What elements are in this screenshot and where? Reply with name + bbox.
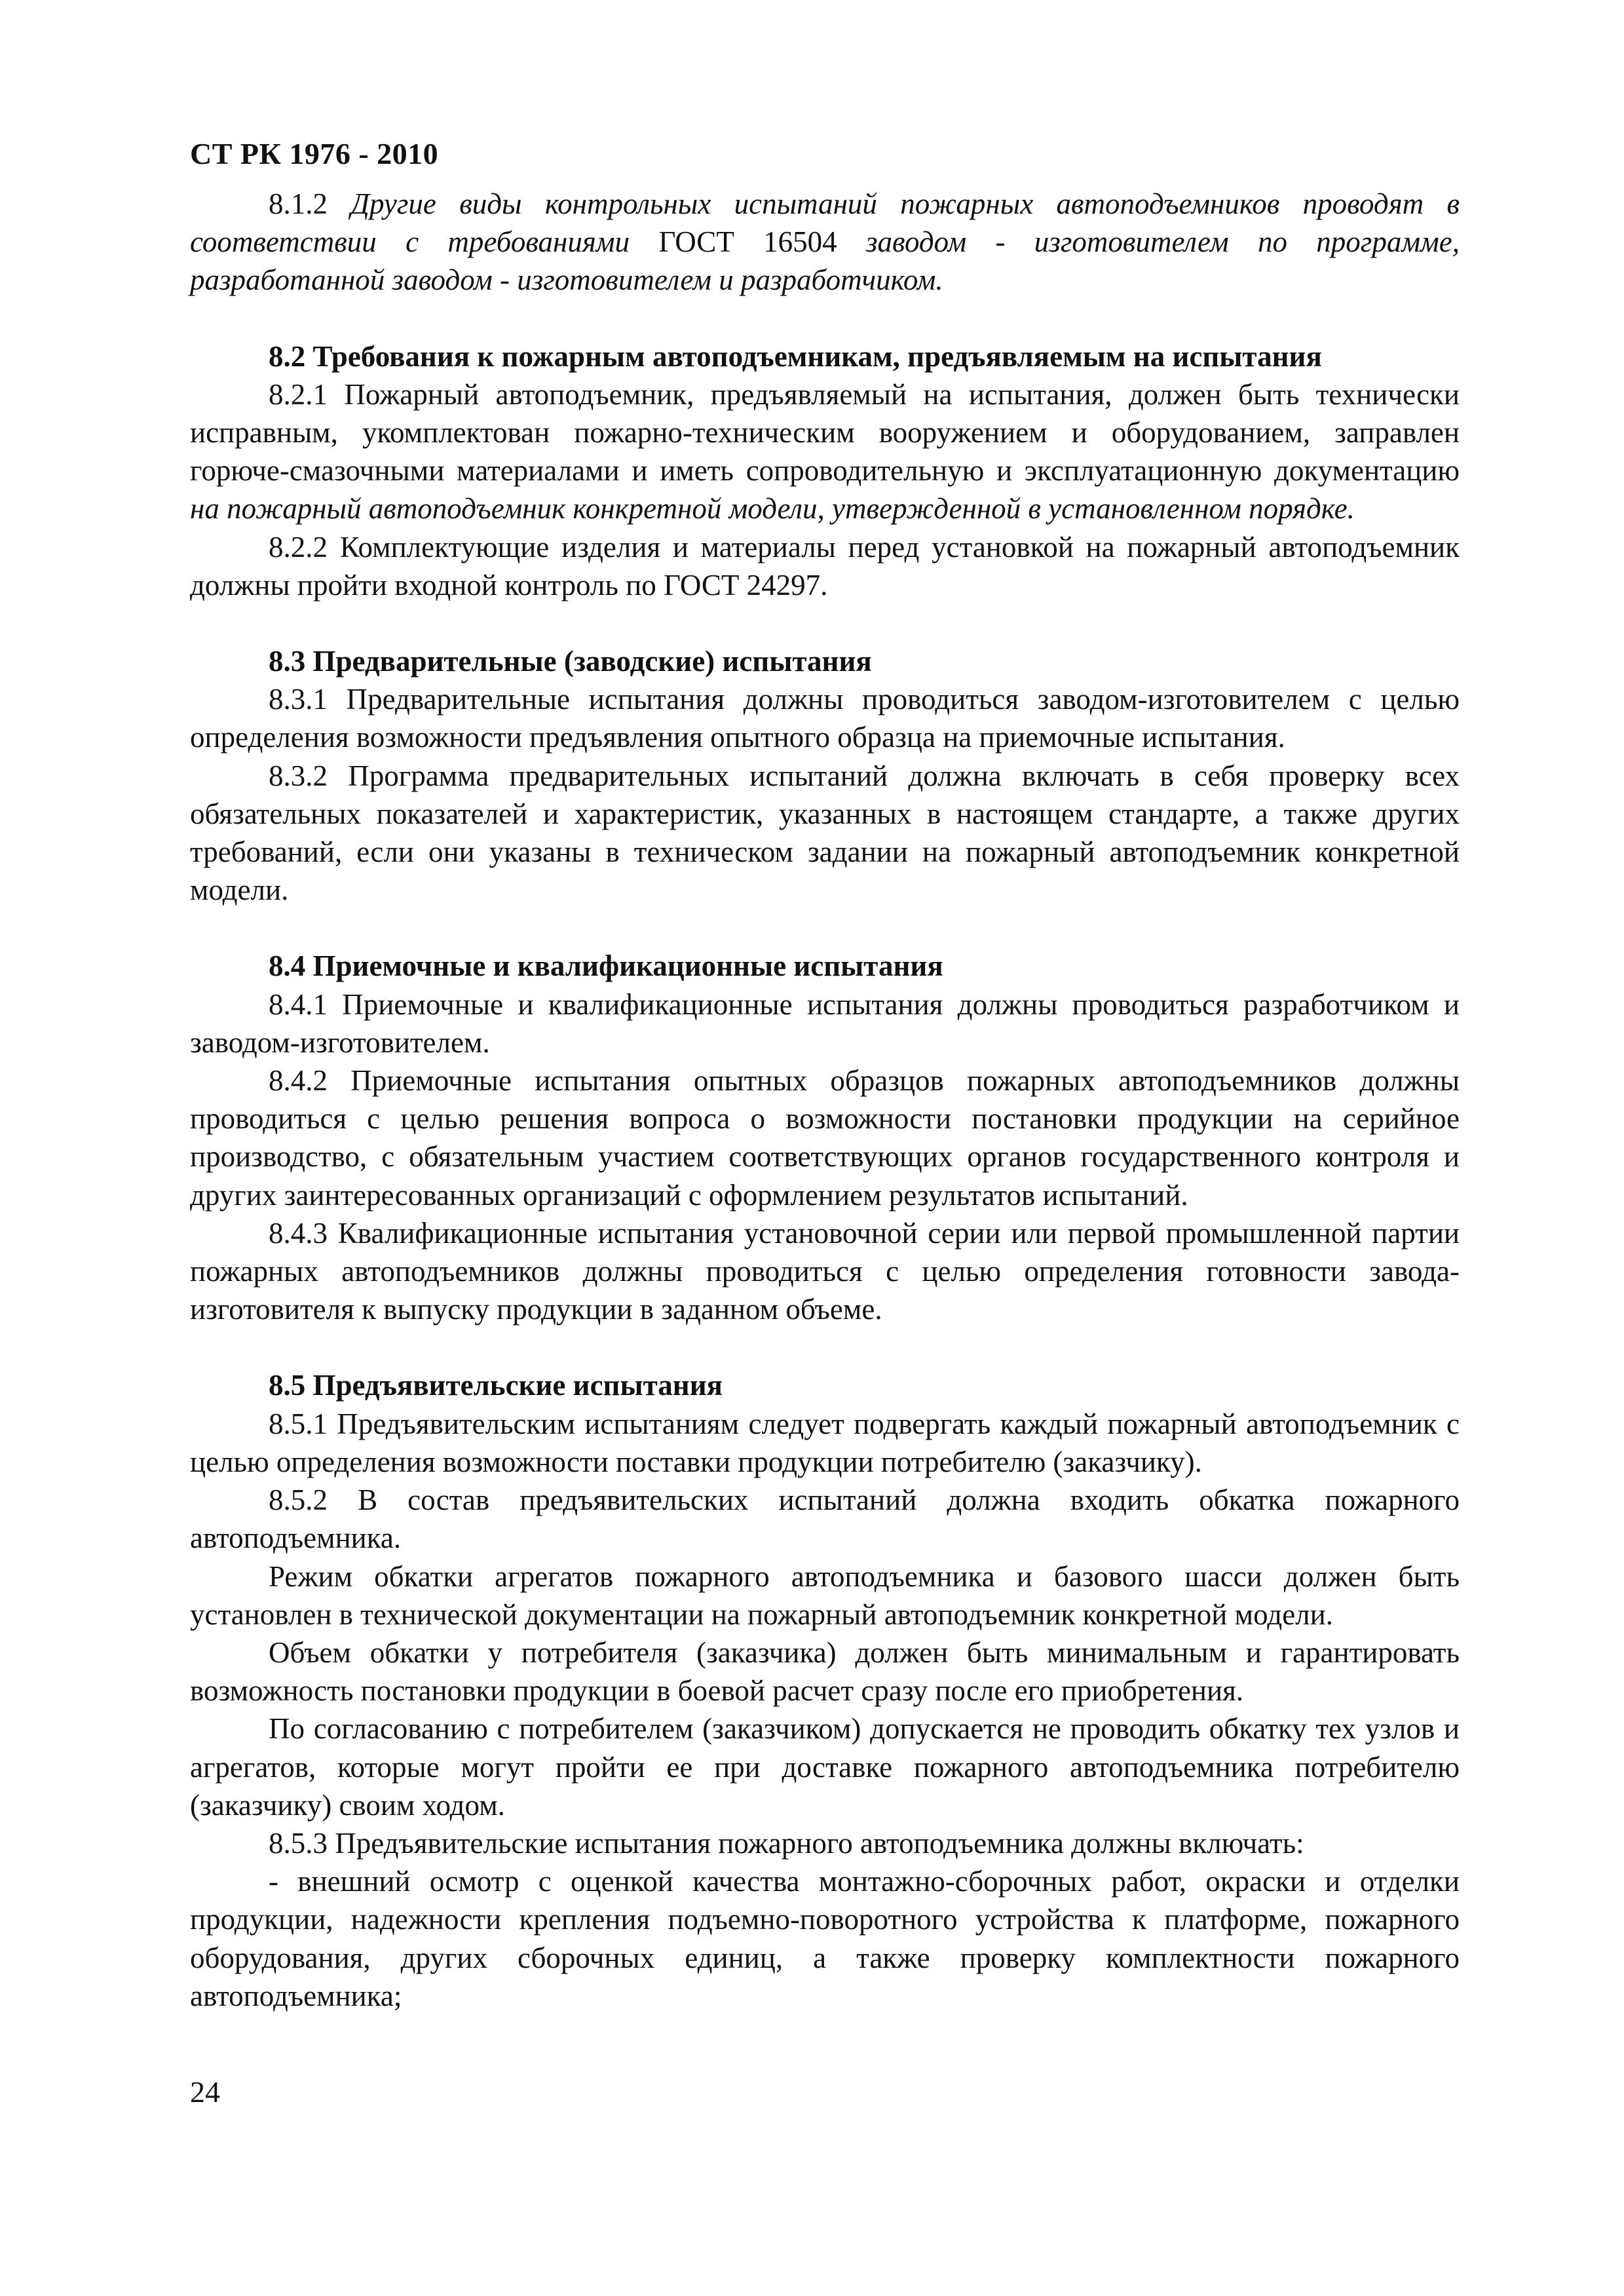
document-body (190, 185, 1460, 2015)
page-number: 24 (190, 2075, 220, 2109)
paragraph-8-4-2: 8.4.2 Приемочные испытания опытных образцов пожарных автоподъемников должны проводиться с целью решения вопроса о возможности постановки продукции на серийное производство, с обязательным участием соответствующих органов государственного контроля и других заинтересованных организаций с оформлением результатов испытаний. (190, 1064, 1460, 1212)
section-heading-8-3: 8.3 Предварительные (заводские) испытания (269, 645, 872, 678)
paragraph-run-in-volume: Объем обкатки у потребителя (заказчика) должен быть минимальным и гарантировать возможность постановки продукции в боевой расчет сразу после его приобретения. (190, 1636, 1460, 1708)
paragraph-8-2-2: 8.2.2 Комплектующие изделия и материалы перед установкой на пожарный автоподъемник должны пройти входной контроль по ГОСТ 24297. (190, 530, 1460, 602)
italic-text: заводом - изготовителем по программе, разработанной заводом - изготовителем и разработчиком. (190, 225, 1460, 297)
italic-text: Другие виды контрольных испытаний пожарных автоподъемников проводят в соответствии с требованиями (190, 187, 1460, 259)
paragraph-8-5-3: 8.5.3 Предъявительские испытания пожарного автоподъемника должны включать: (269, 1826, 1304, 1860)
list-item: - внешний осмотр с оценкой качества монтажно-сборочных работ, окраски и отделки продукции, надежности крепления подъемно-поворотного устройства к платформе, пожарного оборудования, других сборочных единиц, а также проверку комплектности пожарного автоподъемника; (190, 1865, 1460, 2012)
paragraph-run-in-mode: Режим обкатки агрегатов пожарного автоподъемника и базового шасси должен быть установлен в технической документации на пожарный автоподъемник конкретной модели. (190, 1559, 1460, 1631)
paragraph-8-3-1: 8.3.1 Предварительные испытания должны проводиться заводом-изготовителем с целью определения возможности предъявления опытного образца на приемочные испытания. (190, 683, 1460, 754)
section-heading-8-5: 8.5 Предъявительские испытания (269, 1369, 723, 1402)
paragraph-8-5-2: 8.5.2 В состав предъявительских испытаний должна входить обкатка пожарного автоподъемника. (190, 1483, 1460, 1555)
standard-reference: ГОСТ 16504 (658, 225, 837, 259)
paragraph-8-1-2 (190, 185, 1460, 299)
paragraph-8-3-2: 8.3.2 Программа предварительных испытаний должна включать в себя проверку всех обязательных показателей и характеристик, указанных в настоящем стандарте, а также других требований, если они указаны в техническом задании на пожарный автоподъемник конкретной модели. (190, 759, 1460, 907)
italic-text: на пожарный автоподъемник конкретной модели, утвержденной в установленном порядке. (190, 492, 1355, 526)
paragraph-8-5-1: 8.5.1 Предъявительским испытаниям следует подвергать каждый пожарный автоподъемник с целью определения возможности поставки продукции потребителю (заказчику). (190, 1407, 1460, 1478)
paragraph-8-4-1: 8.4.1 Приемочные и квалификационные испытания должны проводиться разработчиком и заводом-изготовителем. (190, 987, 1460, 1059)
document-code-header: СТ РК 1976 - 2010 (190, 137, 439, 170)
clause-number: 8.1.2 (269, 187, 328, 220)
section-heading-8-4: 8.4 Приемочные и квалификационные испытания (269, 949, 943, 983)
section-heading-8-2: 8.2 Требования к пожарным автоподъемникам, предъявляемым на испытания (269, 339, 1322, 373)
paragraph-text: 8.2.1 Пожарный автоподъемник, предъявляемый на испытания, должен быть технически исправным, укомплектован пожарно-техническим вооружением и оборудованием, заправлен горюче-смазочными материалами и иметь сопроводительную и эксплуатационную документацию (190, 377, 1460, 488)
paragraph-run-in-agreement: По согласованию с потребителем (заказчиком) допускается не проводить обкатку тех узлов и агрегатов, которые могут пройти ее при доставке пожарного автоподъемника потребителю (заказчику) своим ходом. (190, 1712, 1460, 1822)
paragraph-8-2-1 (190, 375, 1460, 528)
paragraph-8-4-3: 8.4.3 Квалификационные испытания установочной серии или первой промышленной партии пожарных автоподъемников должны проводиться с целью определения готовности завода-изготовителя к выпуску продукции в заданном объеме. (190, 1216, 1460, 1326)
